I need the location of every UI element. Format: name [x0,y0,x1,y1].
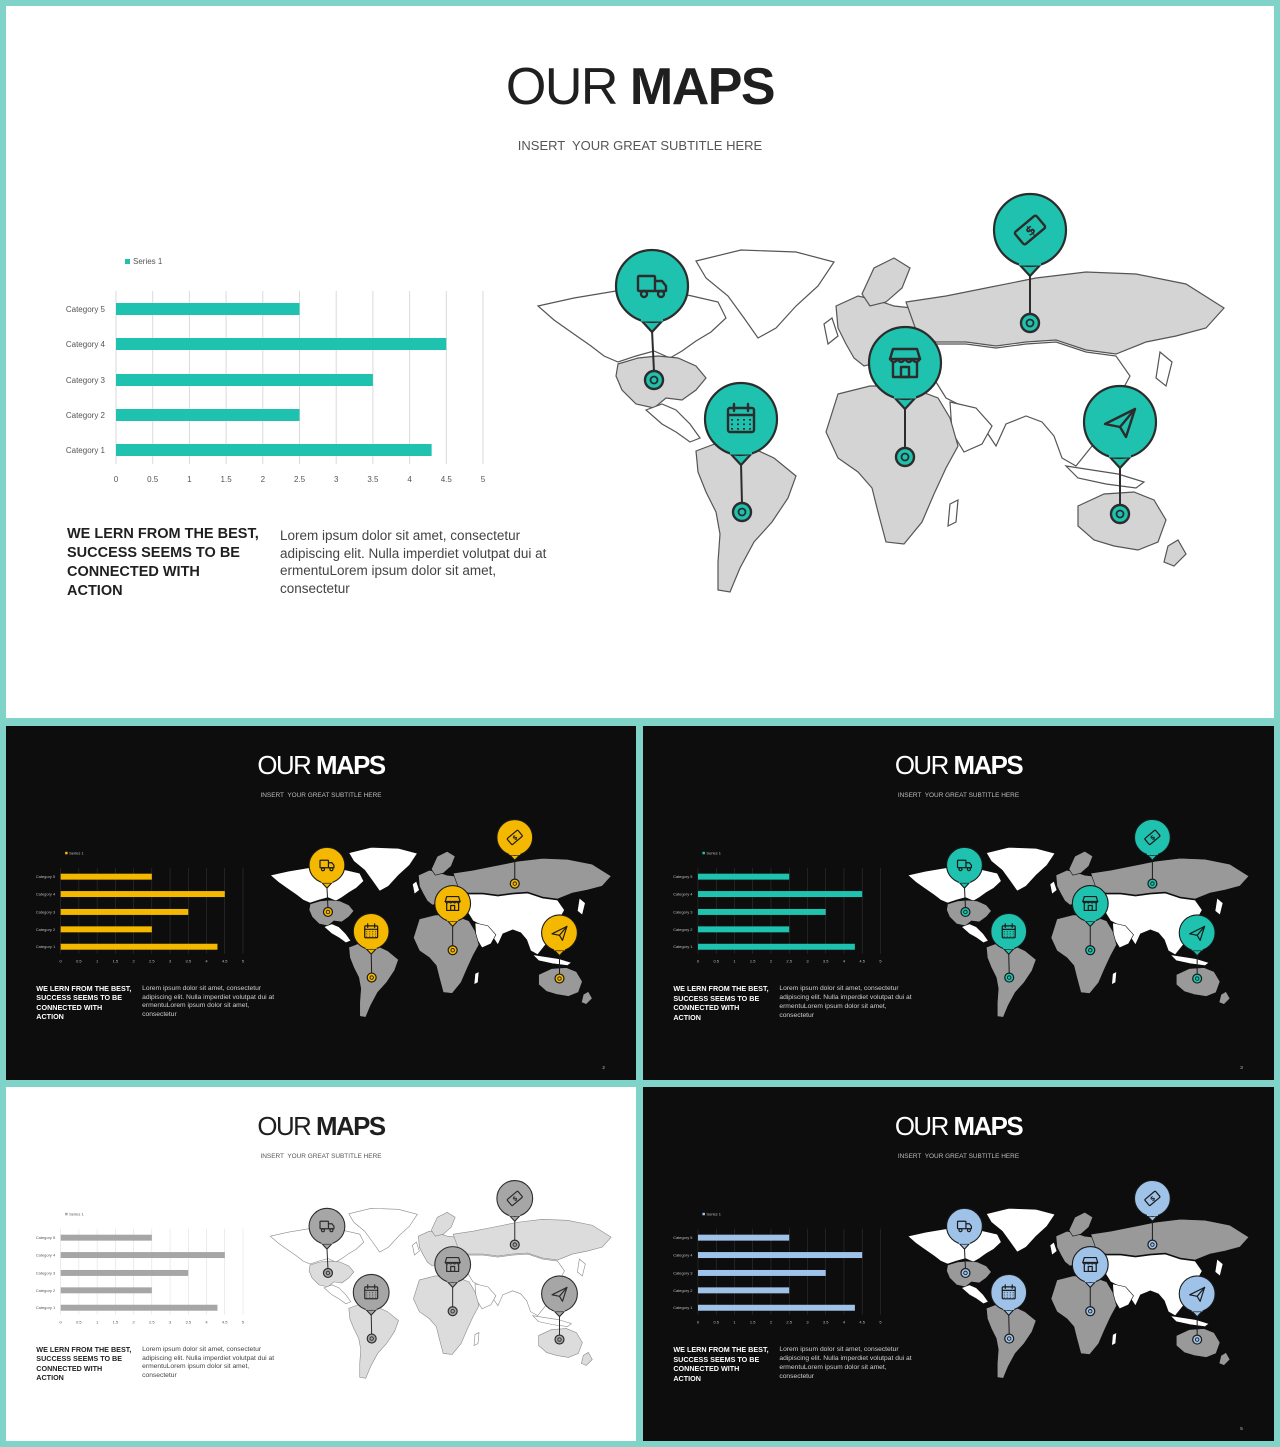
statement-line: ACTION [67,583,123,599]
pin-bubble [947,1208,983,1244]
category-label: Category 3 [35,1270,56,1276]
pin-target [555,974,564,983]
title-bold-part: MAPS [953,1112,1023,1141]
landmass-madagascar [1112,1333,1117,1346]
slide-graphics [643,1087,1274,1441]
bar-chart [66,257,486,484]
landmass-russia [906,272,1224,354]
paragraph-line: adipiscing elit. Nulla imperdiet volutpat dui at [142,993,275,1001]
pin-target [323,907,332,916]
landmass-madagascar [474,1333,479,1346]
landmass-madagascar [948,500,958,526]
pin-target [367,1334,376,1343]
x-tick-label: 4 [205,958,208,964]
paragraph-line: Lorem ipsum dolor sit amet, consectetur [779,1346,899,1354]
pin-target [1021,314,1039,332]
title-bold-part: MAPS [629,58,775,116]
legend-swatch [702,852,704,854]
pin-bubble [435,1247,471,1283]
paragraph-line: ermentuLorem ipsum dolor sit amet, [142,1002,250,1010]
x-tick-label: 2 [132,1319,135,1325]
legend-swatch [65,852,67,854]
pin-target [448,946,457,955]
landmass-newzealand [581,991,592,1004]
bar [61,926,152,932]
landmass-scandinavia [1069,851,1093,875]
pin-bubble [1072,1247,1108,1283]
slide-graphics [6,726,636,1080]
category-label: Category 1 [65,446,105,455]
title-thin-part: OUR [894,751,954,780]
pin-bubble [353,1274,389,1310]
pin-bubble [616,250,688,322]
title-bold-part: MAPS [315,751,385,780]
category-label: Category 2 [35,926,56,932]
pin-bubble [309,847,345,883]
x-tick-label: 3.5 [367,475,379,484]
landmass-scandinavia [431,1212,455,1236]
x-tick-label: 3 [806,958,809,964]
title-thin-part: OUR [257,751,316,780]
legend-label: Series 1 [706,850,721,856]
landmass-mexico [961,924,988,943]
paragraph-line: adipiscing elit. Nulla imperdiet volutpat dui at [280,545,547,561]
x-tick-label: 5 [879,958,882,964]
landmass-scandinavia [862,258,910,306]
title-thin-part: OUR [257,1112,316,1141]
pin-bubble [991,913,1027,949]
statement-line: WE LERN FROM THE BEST, [673,984,769,994]
statement-line: SUCCESS SEEMS TO BE [67,545,240,561]
statement-line: CONNECTED WITH [673,1364,740,1374]
pin-target [367,973,376,982]
landmass-africa [1051,1276,1117,1355]
bar-chart [673,850,882,963]
statement-line: SUCCESS SEEMS TO BE [673,1354,760,1364]
title-thin-part: OUR [894,1112,954,1141]
landmass-russia [453,1219,611,1260]
x-tick-label: 1.5 [112,1319,119,1325]
landmass-uk [412,881,419,894]
thumbnail-slide-4[interactable] [6,1087,636,1441]
thumbnail-slide-2[interactable] [6,726,636,1080]
paragraph-line: adipiscing elit. Nulla imperdiet volutpat dui at [779,1355,912,1363]
pin-target [555,1335,564,1344]
landmass-japan [577,898,585,915]
x-tick-label: 4.5 [859,958,865,964]
svg-text:$: $ [510,1194,520,1204]
landmass-scandinavia [1069,1212,1093,1236]
pin-target [1193,1335,1202,1344]
bar [61,874,152,880]
x-tick-label: 1.5 [112,958,119,964]
x-tick-label: 0.5 [76,1319,82,1325]
bar [116,338,446,350]
pin-bubble [309,1208,345,1244]
x-tick-label: 4 [407,475,412,484]
landmass-japan [1215,1259,1223,1276]
pin-target [733,503,751,521]
landmass-africa [1051,915,1117,994]
bar [61,944,218,950]
paragraph-line: ermentuLorem ipsum dolor sit amet, [779,1002,887,1010]
landmass-indonesia [1066,466,1144,488]
landmass-japan [577,1259,585,1276]
pin-target [961,1268,970,1277]
landmass-russia [453,858,611,899]
pin-target [1111,505,1129,523]
statement-line: ACTION [673,1012,701,1022]
x-tick-label: 0 [59,958,62,964]
bar [698,909,826,915]
x-tick-label: 4.5 [221,958,228,964]
pin-bubble [1072,886,1108,922]
x-tick-label: 0.5 [147,475,159,484]
x-tick-label: 1 [187,475,192,484]
x-tick-label: 2.5 [149,958,155,964]
paragraph-line: consectetur [142,1011,177,1019]
paragraph-line: Lorem ipsum dolor sit amet, consectetur [779,985,899,993]
bar [698,1287,789,1293]
category-label: Category 5 [673,874,693,880]
pin-bubble [1084,386,1156,458]
x-tick-label: 0 [59,1319,62,1325]
x-tick-label: 0 [696,958,700,964]
x-tick-label: 5 [241,958,245,964]
bar-chart [36,1211,245,1324]
legend-label: Series 1 [69,1211,84,1217]
pin-target [448,1307,457,1316]
statement-line: WE LERN FROM THE BEST, [36,983,132,993]
pin-target [645,371,663,389]
category-label: Category 5 [65,305,105,314]
landmass-madagascar [1112,972,1117,985]
slide-graphics [6,6,1274,718]
bar [116,303,300,315]
paragraph-line: Lorem ipsum dolor sit amet, consectetur [280,528,521,543]
x-tick-label: 3 [806,1319,809,1325]
pin-bubble [1179,1276,1215,1312]
x-tick-label: 3.5 [822,958,829,964]
paragraph-line: ermentuLorem ipsum dolor sit amet, [142,1363,250,1371]
statement-line: ACTION [673,1373,701,1383]
legend-swatch [125,259,130,264]
landmass-uk [1050,1242,1057,1255]
paragraph-line: ermentuLorem ipsum dolor sit amet, [779,1363,887,1371]
svg-text:$: $ [1148,1194,1158,1204]
slide-graphics [6,1087,636,1441]
bar [116,374,373,386]
title-thin-part: OUR [505,58,630,116]
legend-swatch [65,1213,67,1215]
category-label: Category 3 [673,1270,693,1276]
landmass-scandinavia [431,851,455,875]
pin-target [1148,1240,1157,1249]
pin-target [510,879,519,888]
landmass-mexico [646,404,700,442]
bar [61,1270,189,1276]
category-label: Category 3 [673,909,693,915]
landmass-uk [412,1242,419,1255]
page-number: 3 [1240,1066,1243,1072]
title-bold-part: MAPS [953,751,1023,780]
landmass-japan [1215,898,1223,915]
x-tick-label: 2.5 [786,958,792,964]
x-tick-label: 0.5 [713,958,719,964]
thumbnail-slide-5[interactable] [643,1087,1274,1441]
x-tick-label: 0 [696,1319,700,1325]
x-tick-label: 4 [842,958,846,964]
statement-line: SUCCESS SEEMS TO BE [673,993,760,1003]
bar [116,409,300,421]
statement-line: SUCCESS SEEMS TO BE [36,993,123,1003]
pin-bubble [435,886,471,922]
bar [61,1287,152,1293]
bar [61,1305,218,1311]
statement-line: CONNECTED WITH [673,1003,740,1013]
svg-text:$: $ [1022,222,1040,240]
pin-target [323,1268,332,1277]
pin-target [1005,1334,1014,1343]
landmass-indonesia [533,955,572,966]
pin-bubble [705,383,777,455]
category-label: Category 1 [35,1305,56,1311]
x-tick-label: 4.5 [859,1319,865,1325]
x-tick-label: 3 [168,1319,172,1325]
statement-line: ACTION [36,1012,64,1022]
slide-subtitle: INSERT YOUR GREAT SUBTITLE HERE [897,1152,1020,1160]
statement-line: WE LERN FROM THE BEST, [67,526,259,542]
bar-chart [36,850,245,963]
landmass-mexico [324,1285,351,1304]
page-number: 5 [1240,1427,1243,1433]
legend-label: Series 1 [69,850,84,856]
landmass-newzealand [1164,540,1186,566]
landmass-newzealand [581,1352,592,1365]
x-tick-label: 1.5 [749,958,756,964]
landmass-uk [824,318,838,344]
pin-bubble [1179,915,1215,951]
pin-target [896,448,914,466]
landmass-russia [1091,1219,1249,1260]
category-label: Category 4 [35,891,56,897]
x-tick-label: 2.5 [293,475,306,484]
landmass-japan [1156,352,1172,386]
landmass-mexico [324,924,351,943]
thumbnail-slide-3[interactable] [643,726,1274,1080]
bar [61,1235,152,1241]
pin-bubble [869,327,941,399]
slide-graphics [643,726,1274,1080]
statement-line: CONNECTED WITH [67,564,200,580]
bar [61,909,189,915]
bar-chart [673,1211,882,1324]
category-label: Category 1 [673,1305,693,1311]
category-label: Category 2 [673,926,693,932]
category-label: Category 2 [35,1287,56,1293]
landmass-africa [826,386,958,544]
paragraph-line: adipiscing elit. Nulla imperdiet volutpat dui at [779,994,912,1002]
x-tick-label: 1 [96,1319,99,1325]
category-label: Category 4 [65,340,105,349]
landmass-mexico [961,1285,988,1304]
paragraph-line: ermentuLorem ipsum dolor sit amet, [280,563,497,579]
legend-label: Series 1 [133,257,163,266]
x-tick-label: 2.5 [786,1319,792,1325]
legend-swatch [702,1213,704,1215]
category-label: Category 3 [65,376,105,385]
x-tick-label: 2 [260,475,266,484]
landmass-newzealand [1219,1353,1230,1366]
category-label: Category 5 [35,874,56,880]
bar [698,1235,789,1241]
landmass-indonesia [1170,1316,1209,1327]
x-tick-label: 4.5 [221,1319,228,1325]
statement-line: CONNECTED WITH [36,1002,103,1012]
pin-target [1148,879,1157,888]
pin-bubble [542,915,578,951]
pin-target [1193,974,1202,983]
statement-line: SUCCESS SEEMS TO BE [36,1354,123,1364]
bar [61,1252,225,1258]
bar [698,926,789,932]
x-tick-label: 5 [879,1319,882,1325]
x-tick-label: 1.5 [749,1319,756,1325]
x-tick-label: 4 [205,1319,208,1325]
statement-line: CONNECTED WITH [36,1363,103,1373]
landmass-newzealand [1219,992,1230,1005]
bar [698,891,862,897]
x-tick-label: 1 [733,958,736,964]
category-label: Category 4 [673,891,693,897]
statement-line: ACTION [36,1373,64,1383]
category-label: Category 3 [35,909,56,915]
pin-bubble [947,847,983,883]
svg-text:$: $ [510,833,520,843]
pin-target [961,907,970,916]
bar [698,1252,862,1258]
paragraph-line: Lorem ipsum dolor sit amet, consectetur [142,984,262,992]
pin-target [1086,946,1095,955]
bar [61,891,225,897]
landmass-africa [413,1276,479,1355]
paragraph-line: Lorem ipsum dolor sit amet, consectetur [142,1345,262,1353]
svg-text:$: $ [1148,833,1158,843]
x-tick-label: 2 [769,958,773,964]
statement-line: WE LERN FROM THE BEST, [673,1345,769,1355]
pin-target [1005,973,1014,982]
category-label: Category 4 [35,1252,56,1258]
paragraph-line: consectetur [280,581,350,597]
bar [698,1305,855,1311]
x-tick-label: 4.5 [440,475,452,484]
landmass-indonesia [533,1316,572,1327]
x-tick-label: 3.5 [822,1319,829,1325]
x-tick-label: 5 [241,1319,245,1325]
paragraph-line: consectetur [779,1011,814,1019]
slide-subtitle: INSERT YOUR GREAT SUBTITLE HERE [517,138,763,153]
x-tick-label: 3.5 [185,1319,192,1325]
pin-bubble [353,913,389,949]
category-label: Category 4 [673,1252,693,1258]
paragraph-line: adipiscing elit. Nulla imperdiet volutpat dui at [142,1354,275,1362]
x-tick-label: 4 [842,1319,846,1325]
category-label: Category 2 [673,1287,693,1293]
slide-subtitle: INSERT YOUR GREAT SUBTITLE HERE [260,791,382,799]
x-tick-label: 1 [96,958,99,964]
bar [698,1270,826,1276]
x-tick-label: 2 [132,958,135,964]
paragraph-line: consectetur [142,1372,177,1380]
x-tick-label: 3 [168,958,172,964]
x-tick-label: 2 [769,1319,773,1325]
pin-target [1086,1307,1095,1316]
slide-subtitle: INSERT YOUR GREAT SUBTITLE HERE [897,791,1020,799]
x-tick-label: 0 [113,475,119,484]
x-tick-label: 5 [480,475,486,484]
statement-line: WE LERN FROM THE BEST, [36,1344,132,1354]
category-label: Category 5 [673,1235,693,1241]
main-slide [6,6,1274,718]
x-tick-label: 3 [333,475,339,484]
landmass-uk [1050,881,1057,894]
category-label: Category 1 [35,944,56,950]
bar [116,444,432,456]
paragraph-line: consectetur [779,1372,814,1380]
slide-subtitle: INSERT YOUR GREAT SUBTITLE HERE [260,1152,382,1160]
landmass-africa [413,915,479,994]
x-tick-label: 1 [733,1319,736,1325]
x-tick-label: 0.5 [76,958,82,964]
category-label: Category 1 [673,944,693,950]
x-tick-label: 3.5 [185,958,192,964]
x-tick-label: 2.5 [149,1319,155,1325]
category-label: Category 2 [65,411,105,420]
pin-target [510,1240,519,1249]
x-tick-label: 1.5 [220,475,232,484]
x-tick-label: 0.5 [713,1319,719,1325]
bar [698,944,855,950]
landmass-indonesia [1170,955,1209,966]
bar [698,874,789,880]
page-number: 2 [602,1065,605,1071]
pin-bubble [991,1274,1027,1310]
landmass-madagascar [474,972,479,985]
pin-bubble [542,1276,578,1312]
legend-label: Series 1 [706,1211,721,1217]
category-label: Category 5 [35,1235,56,1241]
landmass-russia [1091,858,1249,899]
title-bold-part: MAPS [315,1112,385,1141]
